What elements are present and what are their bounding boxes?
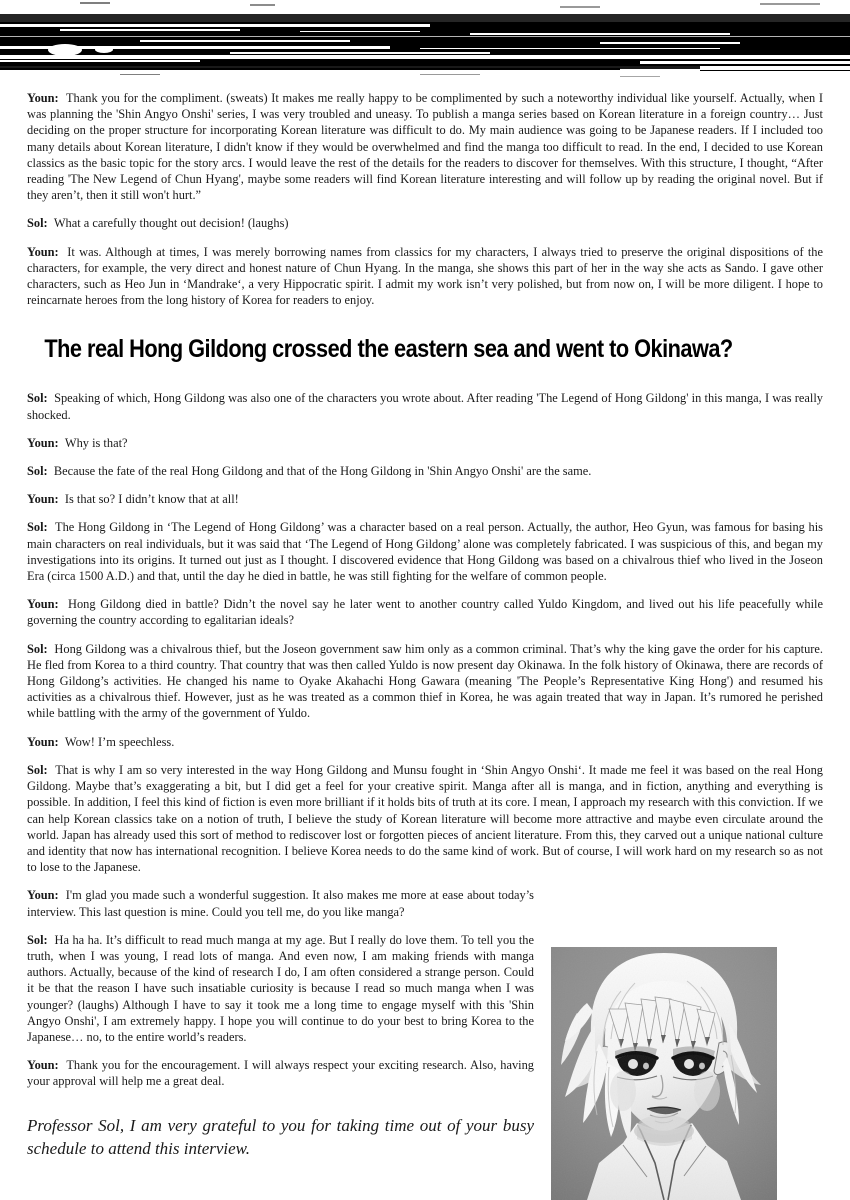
dialogue-text: Is that so? I didn’t know that at all! bbox=[64, 492, 239, 507]
speaker-label: Sol: bbox=[27, 216, 48, 231]
dialogue-paragraph bbox=[27, 244, 823, 309]
dialogue-text: The Hong Gildong in ‘The Legend of Hong Gildong’ was a character based on a real person. Actually, the author, Heo Gyun, was famous for basing his main characters on real individuals, but it was said that ‘The Legend of Hong Gildong’ alone was completely fabricated. I was suspicious of this, and began my investigations into its origins. It turned out just as I thought. I discovered evidence that Hong Gildong was based on a chivalrous thief who lived in the Joseon Era (circa 1500 A.D.) and that, until the day he died in battle, he was still fighting for the welfare of common people. bbox=[27, 520, 823, 584]
dialogue-paragraph bbox=[27, 596, 823, 628]
dialogue-text: Speaking of which, Hong Gildong was also one of the characters you wrote about. After reading 'The Legend of Hong Gildong' in this manga, I was really shocked. bbox=[27, 391, 823, 422]
section-heading: The real Hong Gildong crossed the eastern sea and went to Okinawa? bbox=[44, 335, 733, 364]
speaker-label: Youn: bbox=[27, 435, 59, 450]
dialogue-paragraph bbox=[27, 734, 823, 750]
dialogue-paragraph bbox=[27, 90, 823, 203]
speaker-label: Sol: bbox=[27, 520, 48, 535]
dialogue-text: Hong Gildong died in battle? Didn’t the novel say he later went to another country called Yuldo Kingdom, and lived out his life peacefully while governing the country according to egalitarian ideals? bbox=[27, 597, 823, 628]
dialogue-text: What a carefully thought out decision! (laughs) bbox=[53, 216, 289, 231]
dialogue-text: Hong Gildong was a chivalrous thief, but the Joseon government saw him only as a common criminal. That’s why the king gave the order for his capture. He fled from Korea to a third country. That country that was then called Yuldo is now present day Okinawa. In the folk history of Okinawa, there are records of Hong Gildong’s activities. He changed his name to Oyake Akahachi Hong Gawara (meaning 'The People’s Representative King Hong') and resumed his activities as a chivalrous thief. However, just as he was treated as a common thief in Korea, he was again treated that way in Japan. It’s rumored he perished while battling with the army of the government of Yuldo. bbox=[27, 641, 823, 721]
dialogue-paragraph bbox=[27, 463, 823, 479]
dialogue-text: I'm glad you made such a wonderful suggestion. It also makes me more at ease about today’s interview. This last question is mine. Could you tell me, do you like manga? bbox=[27, 888, 534, 919]
speaker-label: Sol: bbox=[27, 391, 48, 406]
dialogue-text: Because the fate of the real Hong Gildong and that of the Hong Gildong in 'Shin Angyo Onshi' are the same. bbox=[53, 464, 592, 479]
speaker-label: Youn: bbox=[27, 1058, 59, 1073]
dialogue-paragraph bbox=[27, 215, 823, 231]
dialogue-text: Thank you for the compliment. (sweats) It makes me really happy to be complimented by such a noteworthy individual like yourself. Actually, when I was planning the 'Shin Angyo Onshi' series, I was very troubled and uneasy. To publish a manga series based on Korean literature in a foreign country… Just deciding on the proper structure for incorporating Korean literature was difficult to do. My main audience was going to be Japanese readers. If I included too many details about Korean literature, I didn't know if they would be overwhelmed and find the manga too difficult to read. In the end, I decided to use Korean classics as the basic topic for the story arcs. I would leave the rest of the details for the readers to discover for themselves. With this structure, I thought, “After reading 'The New Legend of Chun Hyang', maybe some readers will find Korean literature interesting and will follow up by reading the original novel. But if they aren’t, then it still won't hurt.” bbox=[27, 91, 823, 203]
speaker-label: Sol: bbox=[27, 932, 48, 947]
dialogue-text: That is why I am so very interested in the way Hong Gildong and Munsu fought in ‘Shin Angyo Onshi‘. It made me feel it was based on the real Hong Gildong. Maybe that’s exaggerating a bit, but I did get a feel for your creative spirit. Manga after all is manga, and in fiction, anything and everything is possible. In addition, I feel this kind of fiction is even more brilliant if it holds bits of truth at its core. I mean, I approach my research with this conviction. If we can help Korean classics take on a notion of truth, I believe the study of Korean literature will become more attractive and maybe even circulate around the world. Japan has already used this sort of method to rediscover lost or forgotten pieces of ancient literature. From this, they carved out a unique national culture and identity that now has international recognition. I believe Korea needs to do the same kind of work. But of course, I will work hard on my research so as not to lose to the Japanese. bbox=[27, 762, 823, 875]
dialogue-text: Ha ha ha. It’s difficult to read much manga at my age. But I really do love them. To tell you the truth, when I was young, I read lots of manga. And even now, I am making friends with manga authors. Actually, because of the kind of research I do, I am often considered a strange person. Could it be that the reason I have such insatiable curiosity is because I read so much manga when I was younger? (laughs) Although I have to say it took me a long time to engage myself with this 'Shin Angyo Onshi', I am extremely happy. I hope you will continue to do your best to bring Korea to the Japanese… no, to the entire world’s readers. bbox=[27, 932, 534, 1044]
speaker-label: Youn: bbox=[27, 888, 59, 903]
closing-statement: Professor Sol, I am very grateful to you for taking time out of your busy schedule to attend this interview. bbox=[27, 1115, 534, 1158]
dialogue-paragraph bbox=[27, 491, 823, 507]
dialogue-paragraph bbox=[27, 519, 823, 584]
speaker-label: Sol: bbox=[27, 641, 48, 656]
dialogue-paragraph bbox=[27, 390, 823, 422]
dialogue-text: It was. Although at times, I was merely borrowing names from classics for my characters, I always tried to preserve the original dispositions of the characters, for example, the very direct and honest nature of Chun Hyang. In the manga, she shows this part of her in the way she acts as Sando. I gave other characters, such as Heo Jun in ‘Mandrake‘, a very Hippocratic spirit. I admit my work isn’t very polished, but from now on, I will be more diligent. I hope to reincarnate heroes from the long history of Korea for readers to enjoy. bbox=[27, 244, 823, 308]
speaker-label: Youn: bbox=[27, 734, 59, 749]
dialogue-text: Wow! I’m speechless. bbox=[64, 734, 175, 749]
dialogue-text: Thank you for the encouragement. I will always respect your exciting research. Also, having your approval will help me a great deal. bbox=[27, 1058, 534, 1089]
manga-character-portrait bbox=[551, 947, 777, 1200]
dialogue-text: Why is that? bbox=[64, 435, 128, 450]
speaker-label: Sol: bbox=[27, 762, 48, 777]
speaker-label: Youn: bbox=[27, 91, 59, 105]
dialogue-paragraph bbox=[27, 762, 823, 875]
speaker-label: Youn: bbox=[27, 244, 59, 259]
speaker-label: Youn: bbox=[27, 492, 59, 507]
speaker-label: Youn: bbox=[27, 597, 59, 612]
dialogue-paragraph bbox=[27, 641, 823, 722]
speaker-label: Sol: bbox=[27, 464, 48, 479]
dialogue-paragraph bbox=[27, 435, 823, 451]
